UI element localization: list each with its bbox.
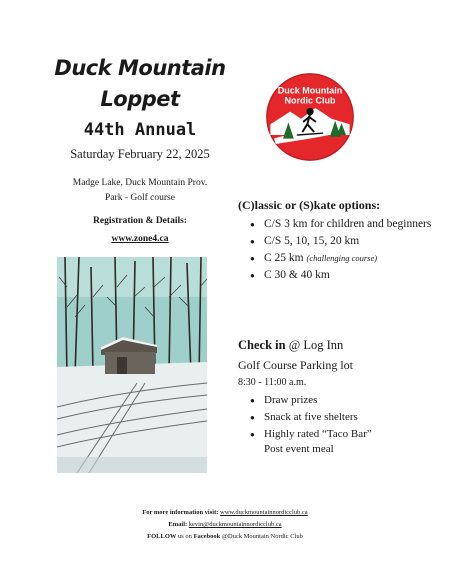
registration-link[interactable]: www.zone4.ca [111,234,169,244]
footer-email: Email: kevin@duckmountainnordicclub.ca [168,521,282,528]
footer-info: For more information visit: www.duckmountainnordicclub.ca [142,509,308,516]
list-item: ● Snack at five shelters [250,409,440,426]
annual-label: 44th Annual [83,120,197,140]
event-title-line2: Loppet [100,87,180,111]
options-list [250,216,440,284]
option-note: (challenging course) [306,253,378,263]
event-title-line1: Duck Mountain [54,56,226,80]
options-heading: (C)lassic or (S)kate options: [238,198,381,212]
list-item: ● C/S 3 km for children and beginners [250,216,440,233]
list-item: ● C 30 & 40 km [250,267,440,284]
event-location [40,176,240,206]
footer-follow: FOLLOW us on Facebook @Duck Mountain Nordic Club [147,533,303,540]
checkin-time: 8:30 - 11:00 a.m. [238,377,307,388]
list-item: ● C/S 5, 10, 15, 20 km [250,233,440,250]
location-line1: Madge Lake, Duck Mountain Prov. [72,178,208,188]
club-logo [265,72,355,162]
list-item: ● C 25 km (challenging course) [250,250,440,267]
logo-line2: Nordic Club [284,95,336,106]
registration-label: Registration & Details: [93,216,187,226]
logo-line1: Duck Mountain [277,85,343,96]
footer-email-link[interactable]: kevin@duckmountainnordicclub.ca [188,521,282,528]
location-line2: Park - Golf course [105,193,175,203]
list-item: ● Highly rated “Taco Bar” [250,426,440,443]
checkin-list [250,392,440,443]
event-date: Saturday February 22, 2025 [70,147,210,161]
list-item: ● Draw prizes [250,392,440,409]
footer-website-link[interactable]: www.duckmountainnordicclub.ca [220,509,308,516]
winter-cabin-image [57,257,207,473]
checkin-parking: Golf Course Parking lot [238,358,353,372]
post-event-meal: Post event meal [264,443,334,455]
checkin-heading: Check in @ Log Inn [238,338,344,352]
